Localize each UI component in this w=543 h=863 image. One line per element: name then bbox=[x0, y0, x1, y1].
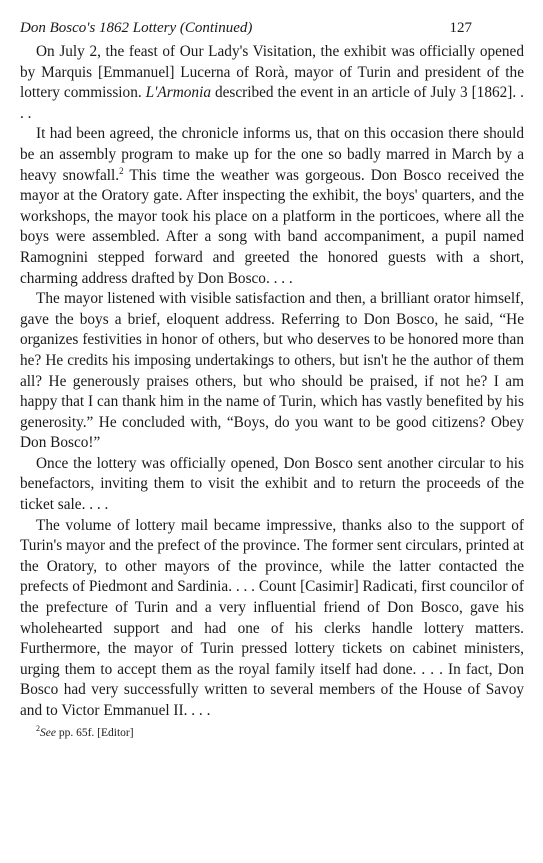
paragraph-text: It had been agreed, the chronicle informs us, that on this occasion there should be an assembly program to make up for the one so badly marred in March by a heavy snowfall. bbox=[20, 125, 524, 184]
paragraph-text: This time the weather was gorgeous. Don Bosco received the mayor at the Oratory gate. After inspecting the exhibit, the boys' quarters, and the workshops, the mayor took his place on a platform in the porticoes, where all the boys were assembled. After a song with band accompaniment, a pupil named Ramognini stepped forward and greeted the honored guests with a short, charming address drafted by Don Bosco. . . . bbox=[20, 166, 524, 287]
paragraph-circular: Once the lottery was officially opened, Don Bosco sent another circular to his benefactors, inviting them to visit the exhibit and to return the proceeds of the ticket sale. . . . bbox=[20, 454, 524, 514]
running-title: Don Bosco's 1862 Lottery (Continued) bbox=[20, 20, 253, 36]
paragraph-text: On July 2, the feast of Our Lady's Visitation, the exhibit was officially opened by Marquis [Emmanuel] Lucerna of Rorà, mayor of Turin and president of the lottery commission. bbox=[20, 43, 524, 102]
footnote-see: See bbox=[40, 726, 56, 739]
footnote bbox=[36, 725, 524, 741]
page-number: 127 bbox=[449, 20, 472, 36]
book-page bbox=[20, 18, 524, 741]
running-head bbox=[20, 18, 524, 38]
footnote-mark: 2 bbox=[36, 723, 40, 733]
paragraph-text: described the event in an article of July 3 [1862]. . . . bbox=[20, 84, 524, 122]
paragraph-mayor-address: The mayor listened with visible satisfaction and then, a brilliant orator himself, gave the boys a brief, eloquent address. Referring to Don Bosco, he said, “He organizes festivities in honor of others, but who deserves to be honored more than he? He credits his imposing undertakings to others, but isn't he the author of them all? He generously praises others, but who should be praised, if not he? I am happy that I can thank him in the name of Turin, which has vastly benefited by his generosity.” He concluded with, “Boys, do you want to be good citizens? Obey Don Bosco!” bbox=[20, 290, 524, 452]
footnote-reference: 2 bbox=[119, 165, 124, 176]
newspaper-title: L'Armonia bbox=[145, 84, 211, 102]
paragraph-lottery-mail: The volume of lottery mail became impressive, thanks also to the support of Turin's mayor and the prefect of the province. The former sent circulars, printed at the Oratory, to other mayors of the province, while the latter contacted the prefects of Piedmont and Sardinia. . . . Count [Casimir] Radicati, first councilor of the prefecture of Turin and a very influential friend of Don Bosco, gave his wholehearted support and had one of his clerks handle lottery matters. Furthermore, the mayor of Turin pressed lottery tickets on cabinet ministers, urging them to accept them as the royal family itself had done. . . . In fact, Don Bosco had very successfully written to several members of the House of Savoy and to Victor Emmanuel II. . . . bbox=[20, 516, 524, 719]
paragraph-exhibit-opening bbox=[20, 42, 524, 124]
footnote-text: pp. 65f. [Editor] bbox=[55, 726, 134, 739]
paragraph-assembly-program bbox=[20, 124, 524, 289]
